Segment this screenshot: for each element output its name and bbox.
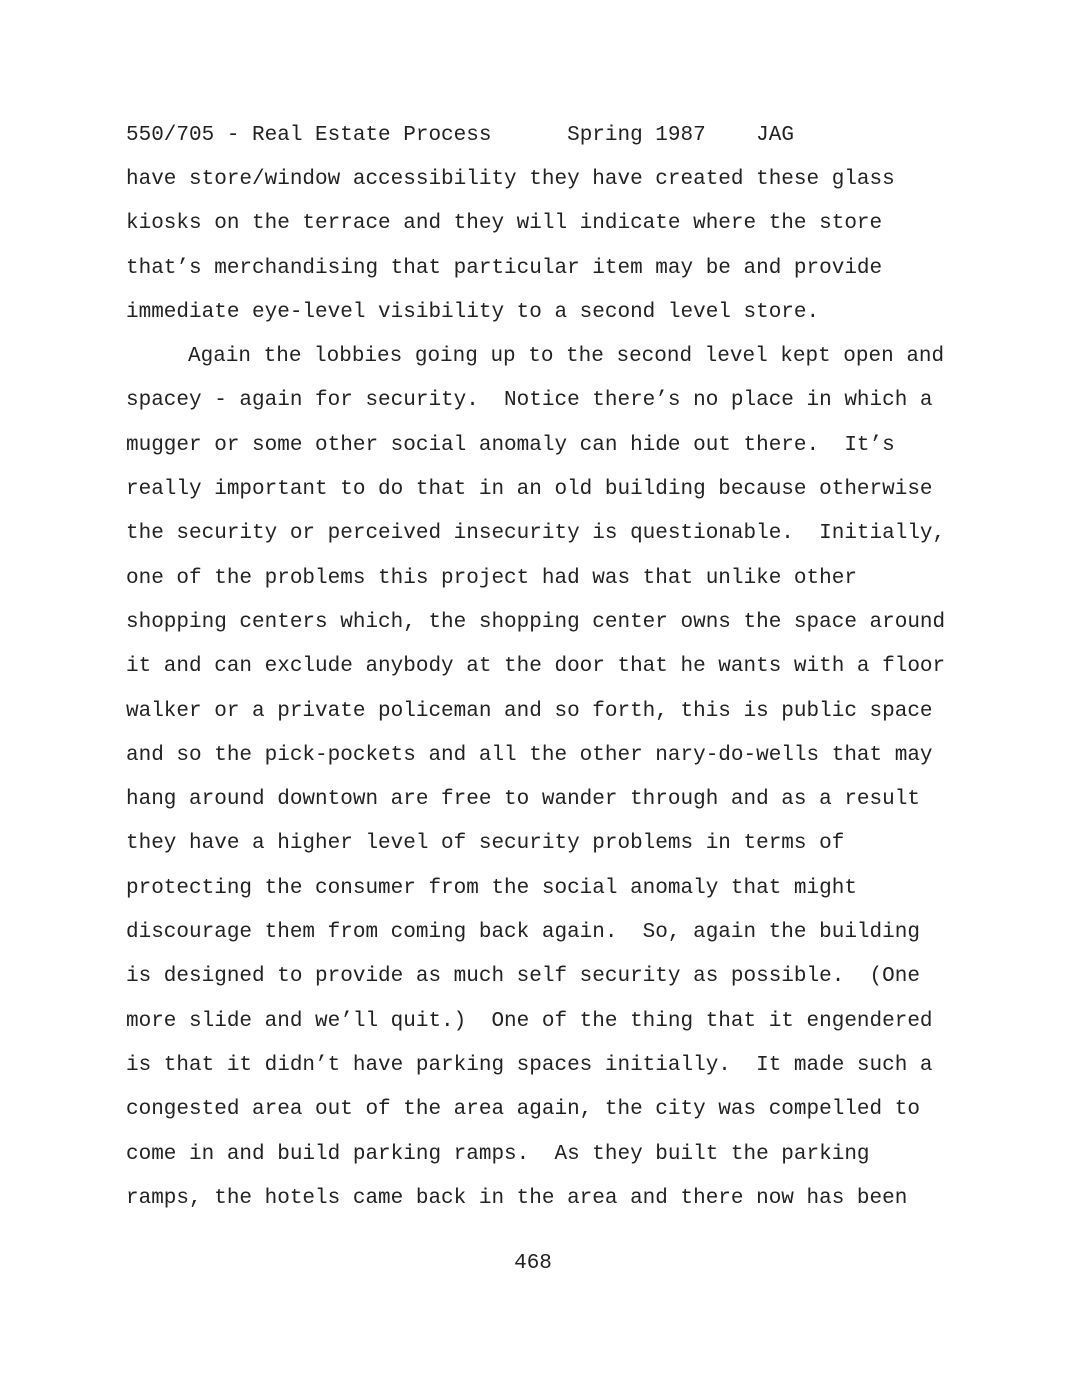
- text-line: Again the lobbies going up to the second level kept open and: [188, 345, 945, 369]
- body-text: [126, 166, 956, 1229]
- text-line: that’s merchandising that particular item may be and provide: [126, 256, 883, 280]
- text-line: hang around downtown are free to wander through and as a result: [126, 788, 920, 812]
- text-line: and so the pick-pockets and all the other nary-do-wells that may: [126, 743, 933, 767]
- text-line: immediate eye-level visibility to a second level store.: [126, 300, 820, 324]
- text-line: kiosks on the terrace and they will indicate where the store: [126, 212, 883, 236]
- header-course: 550/705 - Real Estate Process: [126, 124, 492, 147]
- text-line: more slide and we’ll quit.) One of the thing that it engendered: [126, 1009, 933, 1033]
- page-number: 468: [514, 1252, 552, 1275]
- text-line: come in and build parking ramps. As they built the parking: [126, 1142, 870, 1166]
- text-line: ramps, the hotels came back in the area and there now has been: [126, 1186, 908, 1210]
- text-line: discourage them from coming back again. So, again the building: [126, 921, 920, 945]
- text-line: the security or perceived insecurity is questionable. Initially,: [126, 522, 946, 546]
- text-line: have store/window accessibility they have created these glass: [126, 168, 895, 191]
- text-line: really important to do that in an old building because otherwise: [126, 478, 933, 502]
- text-line: congested area out of the area again, the city was compelled to: [126, 1098, 920, 1122]
- header-term: Spring 1987: [567, 124, 706, 147]
- text-line: walker or a private policeman and so forth, this is public space: [126, 699, 933, 723]
- text-line: is designed to provide as much self security as possible. (One: [126, 965, 920, 989]
- page-header: [126, 122, 794, 150]
- text-line: one of the problems this project had was that unlike other: [126, 566, 857, 590]
- text-line: is that it didn’t have parking spaces initially. It made such a: [126, 1053, 933, 1077]
- text-line: spacey - again for security. Notice there’s no place in which a: [126, 389, 933, 413]
- text-line: mugger or some other social anomaly can hide out there. It’s: [126, 433, 895, 457]
- header-initials: JAG: [756, 124, 794, 147]
- text-line: shopping centers which, the shopping center owns the space around: [126, 610, 946, 634]
- text-line: protecting the consumer from the social anomaly that might: [126, 876, 857, 900]
- text-line: it and can exclude anybody at the door that he wants with a floor: [126, 655, 946, 679]
- text-line: they have a higher level of security problems in terms of: [126, 832, 845, 856]
